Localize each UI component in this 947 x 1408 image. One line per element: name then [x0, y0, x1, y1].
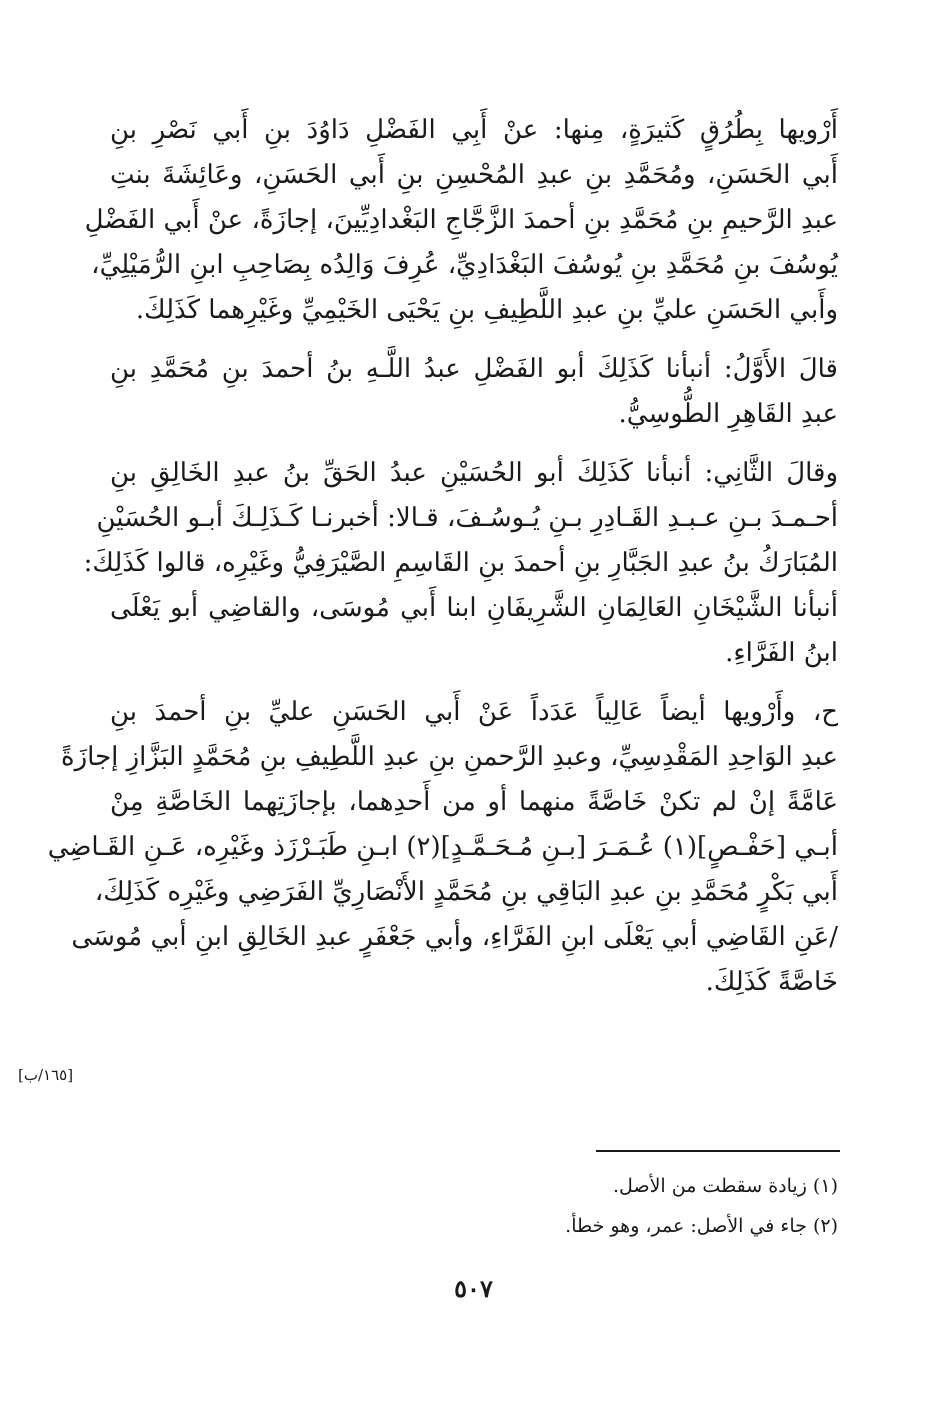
paragraph-gap [110, 333, 838, 347]
footnote-2: (٢) جاء في الأصل: عمر، وهو خطأ. [565, 1215, 838, 1237]
text-line: المُبَارَكُ بنُ عبدِ الجَبَّارِ بنِ أحمدَ بنِ القَاسِمِ الصَّيْرَفِيُّ وغَيْرِه، قالوا كَذَلِكَ: [83, 548, 838, 578]
text-line: أبـي [حَفْـصٍ](١) عُـمَـرَ [بـنِ مُـحَـمَّـدٍ](٢) ابـنِ طَبَـرْزَذ وغَيْرِه، عَـنِ القَـاضِي [47, 832, 838, 862]
footnote-separator [596, 1150, 840, 1152]
text-line: خَاصَّةً كَذَلِكَ. [705, 967, 838, 997]
main-text [47, 108, 839, 1005]
text-line: ابنُ الفَرَّاءِ. [725, 638, 838, 668]
paragraph-4 [47, 690, 839, 1005]
text-line: أَبي بَكْرٍ مُحَمَّدِ بنِ عبدِ البَاقِي بنِ مُحَمَّدٍ الأَنْصَارِيِّ الفَرَضِي وغَيْرِه كَذَلِكَ، [94, 877, 838, 907]
text-line: قالَ الأَوَّلُ: أنبأنا كَذَلِكَ أبو الفَضْلِ عبدُ اللَّـهِ بنُ أحمدَ بنِ مُحَمَّدِ بنِ [110, 354, 838, 384]
paragraph-gap [110, 676, 838, 690]
text-line: عبدِ الوَاحِدِ المَقْدِسِيِّ، وعبدِ الرَّحمنِ بنِ عبدِ اللَّطِيفِ بنِ مُحَمَّدٍ البَزَّازِ إجازَةً [60, 742, 838, 772]
text-line: يُوسُفَ بنِ مُحَمَّدِ بنِ يُوسُفَ البَغْدَادِيِّ، عُرِفَ وَالِدُه بِصَاحِبِ ابنِ الرُّمَيْلِيِّ، [91, 250, 838, 280]
footnotes [300, 1166, 838, 1246]
paragraph-3 [83, 451, 838, 676]
text-line: عَامَّةً إنْ لم تكنْ خَاصَّةً منهما أو من أَحدِهما، بإجازَتِهما الخَاصَّةِ مِنْ [110, 787, 839, 817]
text-line: أحـمـدَ بـنِ عـبـدِ القَـادِرِ بـنِ يُـوسُـفَ، قـالا: أخبرنـا كَـذَلِـكَ أبـو الحُسَيْنِ [96, 503, 838, 533]
text-line: أنبأنا الشَّيْخَانِ العَالِمَانِ الشَّرِيفَانِ ابنا أَبي مُوسَى، والقاضِي أبو يَعْلَى [110, 593, 838, 623]
text-line: أَرْويها بِطُرُقٍ كَثيرَةٍ، مِنها: عنْ أَبِي الفَضْلِ دَاوُدَ بنِ أَبي نَصْرِ بنِ [110, 115, 838, 145]
paragraph-1 [84, 108, 838, 333]
text-line: ح، وأَرْويها أيضاً عَالِياً عَدَداً عَنْ أَبي الحَسَنِ عليِّ بنِ أحمدَ بنِ [110, 697, 838, 727]
page-number: ٥٠٧ [454, 1274, 493, 1303]
paragraph-2 [110, 347, 838, 437]
manuscript-folio-marker: [١٦٥/ب] [18, 1066, 74, 1084]
text-line: عبدِ الرَّحيمِ بنِ مُحَمَّدِ بنِ أحمدَ الزَّجَّاجِ البَغْدادِيِّينَ، إجازَةً، عنْ أَبي الفَضْلِ [84, 205, 838, 235]
text-line: وأَبي الحَسَنِ عليِّ بنِ عبدِ اللَّطِيفِ بنِ يَحْيَى الخَيْمِيِّ وغَيْرِهما كَذَلِكَ. [135, 295, 838, 325]
text-line: /عَنِ القَاضِي أبي يَعْلَى ابنِ الفَرَّاءِ، وأبي جَعْفَرٍ عبدِ الخَالِقِ ابنِ أبي مُوسَى [71, 922, 838, 952]
text-line: وقالَ الثَّانِي: أنبأنا كَذَلِكَ أبو الحُسَيْنِ عبدُ الحَقِّ بنُ عبدِ الخَالِقِ بنِ [110, 458, 838, 488]
text-line: أَبي الحَسَنِ، ومُحَمَّدِ بنِ عبدِ المُحْسِنِ بنِ أَبي الحَسَنِ، وعَائِشَةَ بنتِ [110, 160, 838, 190]
text-line: عبدِ القَاهِرِ الطُّوسِيُّ. [618, 399, 838, 429]
footnote-1: (١) زيادة سقطت من الأصل. [613, 1175, 838, 1197]
paragraph-gap [110, 437, 838, 451]
